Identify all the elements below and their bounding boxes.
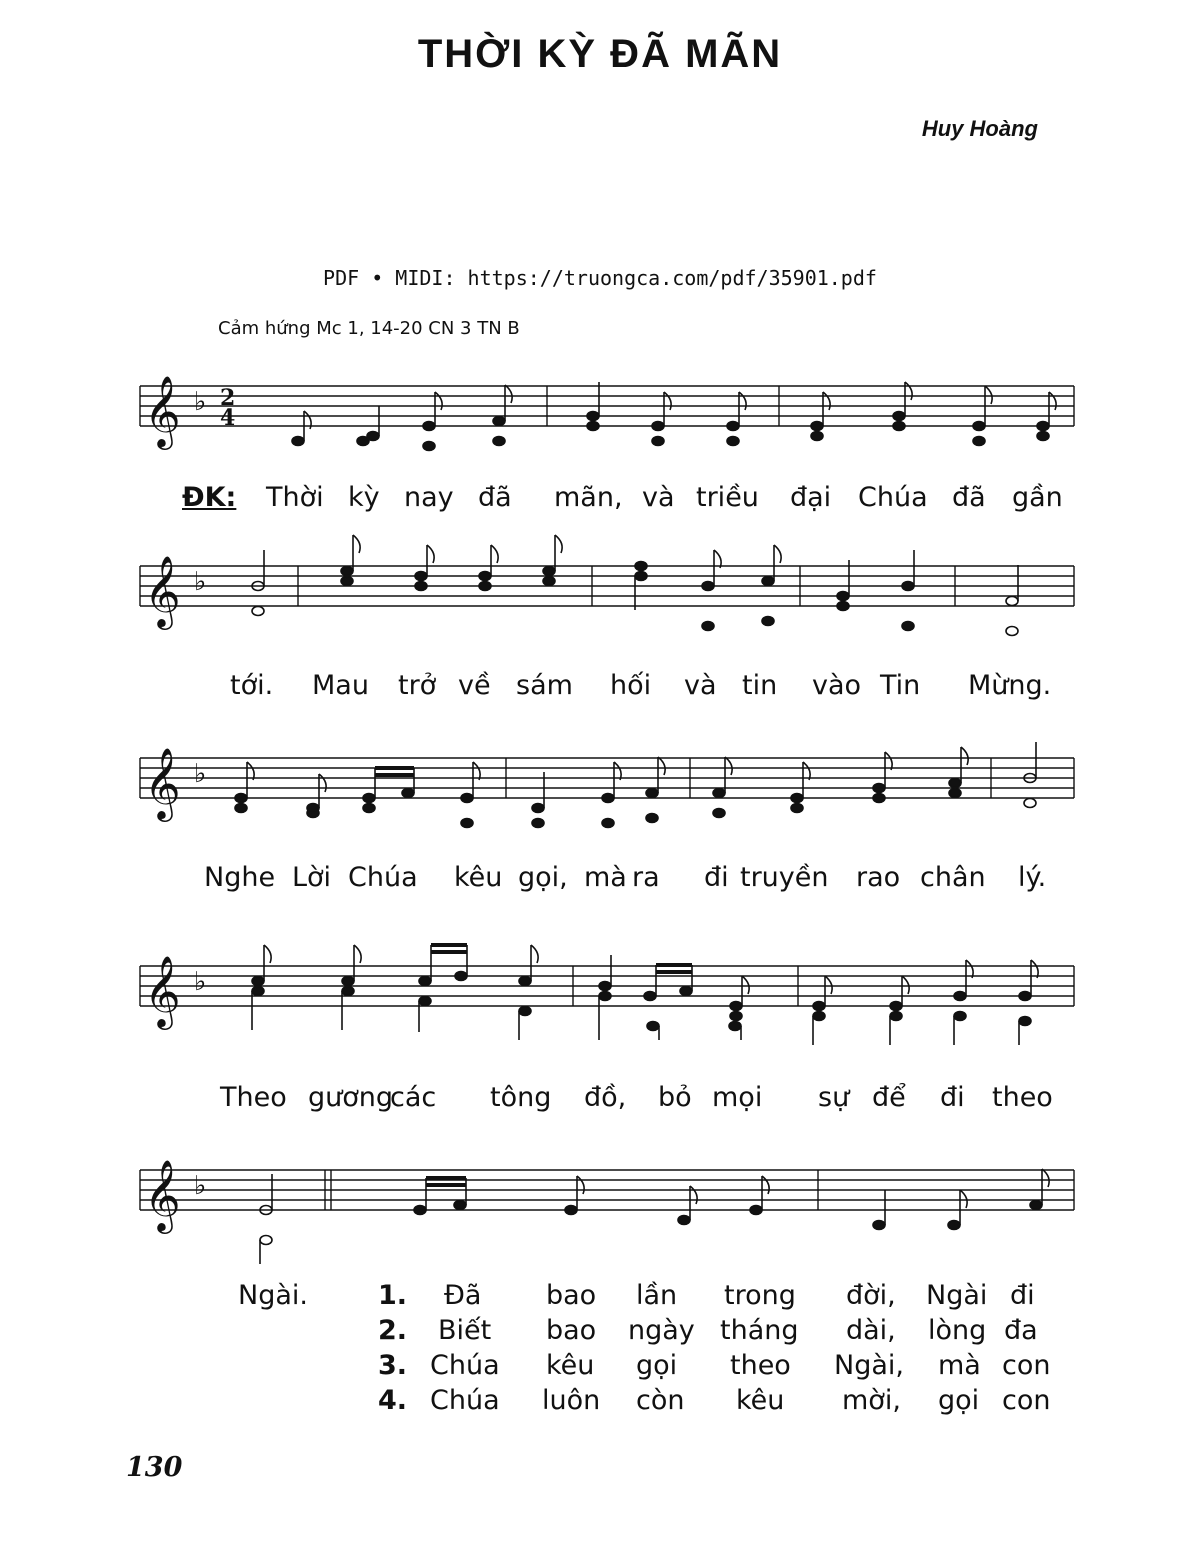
lyric-word: theo xyxy=(992,1082,1053,1113)
lyric-word: Mau xyxy=(312,670,369,701)
lyric-word: gọi xyxy=(938,1385,980,1416)
page-number: 130 xyxy=(126,1452,183,1483)
lyric-word: Mừng. xyxy=(968,670,1052,701)
lyric-word: lần xyxy=(636,1280,678,1311)
inspiration-note: Cảm hứng Mc 1, 14-20 CN 3 TN B xyxy=(218,318,520,339)
lyric-word: gọi xyxy=(636,1350,678,1381)
lyric-word: kêu xyxy=(736,1385,785,1416)
lyric-word: Chúa xyxy=(348,862,418,893)
lyric-word: Chúa xyxy=(430,1350,500,1381)
lyric-word: đi xyxy=(704,862,729,893)
treble-clef-icon: 𝄞 xyxy=(144,554,181,627)
lyric-word: bỏ xyxy=(658,1082,692,1113)
lyric-word: Lời xyxy=(292,862,332,893)
notes-line-4 xyxy=(252,945,1038,1045)
staff-system-1 xyxy=(0,374,1200,470)
lyric-word: vào xyxy=(812,670,862,701)
lyric-word: tông xyxy=(490,1082,552,1113)
time-signature-bottom: 4 xyxy=(220,405,236,431)
staff-system-4 xyxy=(0,954,1200,1060)
staff-system-5 xyxy=(0,1158,1200,1264)
lyric-word: lý. xyxy=(1018,862,1047,893)
treble-clef-icon: 𝄞 xyxy=(144,374,181,447)
lyric-word: đã xyxy=(952,482,986,513)
lyric-word: và xyxy=(642,482,675,513)
lyric-word: Chúa xyxy=(430,1385,500,1416)
verse-number: 3. xyxy=(378,1350,408,1381)
treble-clef-icon: 𝄞 xyxy=(144,954,181,1027)
lyric-word: về xyxy=(458,670,491,701)
lyric-word: Nghe xyxy=(204,862,276,893)
notes-line-5 xyxy=(260,1169,1049,1264)
lyric-word: sám xyxy=(516,670,573,701)
staff-system-3 xyxy=(0,746,1200,852)
lyric-word: mời, xyxy=(842,1385,901,1416)
lyric-word: dài, xyxy=(846,1315,896,1346)
lyric-word: Chúa xyxy=(858,482,928,513)
flat-icon: ♭ xyxy=(194,967,207,997)
lyric-word: Theo xyxy=(220,1082,287,1113)
lyric-word: để xyxy=(872,1082,906,1113)
lyric-word: trở xyxy=(398,670,437,701)
treble-clef-icon: 𝄞 xyxy=(144,746,181,819)
refrain-label: ĐK: xyxy=(182,482,237,513)
flat-icon: ♭ xyxy=(194,1171,207,1201)
notes-line-2 xyxy=(252,535,1018,636)
lyric-word: mọi xyxy=(712,1082,763,1113)
lyric-word: đại xyxy=(790,482,832,513)
lyric-word: đồ, xyxy=(584,1082,627,1113)
lyric-word: mãn, xyxy=(554,482,623,513)
lyric-word: ra xyxy=(632,862,660,893)
lyric-word: Đã xyxy=(444,1280,482,1311)
lyric-word: và xyxy=(684,670,717,701)
lyric-word: kêu xyxy=(454,862,503,893)
treble-clef-icon: 𝄞 xyxy=(144,1158,181,1231)
lyric-word: tin xyxy=(742,670,778,701)
lyric-word: theo xyxy=(730,1350,791,1381)
lyric-word: còn xyxy=(636,1385,685,1416)
lyric-word: tháng xyxy=(720,1315,799,1346)
lyric-word: mà xyxy=(938,1350,981,1381)
lyric-line-5 xyxy=(238,1280,1078,1420)
lyric-word: đa xyxy=(1004,1315,1038,1346)
lyric-word: gần xyxy=(1012,482,1063,513)
time-signature-top: 2 xyxy=(220,385,236,411)
verse-number: 4. xyxy=(378,1385,408,1416)
lyric-word: rao xyxy=(856,862,901,893)
lyric-word: đời, xyxy=(846,1280,896,1311)
lyric-word: Thời xyxy=(266,482,324,513)
lyric-word: truyền xyxy=(740,862,829,893)
notes-line-3 xyxy=(235,742,1036,828)
verse-number: 1. xyxy=(378,1280,408,1311)
lyric-word: mà xyxy=(584,862,627,893)
lyric-word: sự xyxy=(818,1082,850,1113)
composer-name: Huy Hoàng xyxy=(921,116,1038,141)
lyric-word: con xyxy=(1002,1385,1051,1416)
lyric-word: chân xyxy=(920,862,986,893)
lyric-word: đi xyxy=(940,1082,965,1113)
flat-icon: ♭ xyxy=(194,387,207,417)
lyric-word: trong xyxy=(724,1280,796,1311)
lyric-word: đi xyxy=(1010,1280,1035,1311)
lyric-word: hối xyxy=(610,670,652,701)
flat-icon: ♭ xyxy=(194,567,207,597)
lyric-word: Biết xyxy=(438,1315,492,1346)
lyric-word: Ngài xyxy=(926,1280,988,1311)
lyric-word: Ngài, xyxy=(834,1350,904,1381)
lyric-word: nay xyxy=(404,482,454,513)
lyric-word: đã xyxy=(478,482,512,513)
lyric-word: Tin xyxy=(880,670,921,701)
lyric-word: con xyxy=(1002,1350,1051,1381)
lyric-word: bao xyxy=(546,1280,597,1311)
lyric-word: luôn xyxy=(542,1385,601,1416)
verse-number: 2. xyxy=(378,1315,408,1346)
lyric-word: bao xyxy=(546,1315,597,1346)
lyric-word: ngày xyxy=(628,1315,695,1346)
lyric-word: triều xyxy=(696,482,759,513)
lyric-word: tới. xyxy=(230,670,274,701)
lyric-word: kêu xyxy=(546,1350,595,1381)
lyric-word: các xyxy=(390,1082,437,1113)
song-title: THỜI KỲ ĐÃ MÃN xyxy=(417,32,783,76)
lyric-word: gọi, xyxy=(518,862,568,893)
source-link[interactable]: PDF • MIDI: https://truongca.com/pdf/35901.pdf xyxy=(323,266,877,290)
lyric-word: lòng xyxy=(928,1315,987,1346)
staff-system-2 xyxy=(0,554,1200,650)
lyric-word-end: Ngài. xyxy=(238,1280,308,1311)
flat-icon: ♭ xyxy=(194,759,207,789)
lyric-word: kỳ xyxy=(348,482,380,513)
lyric-word: gương xyxy=(308,1082,394,1113)
